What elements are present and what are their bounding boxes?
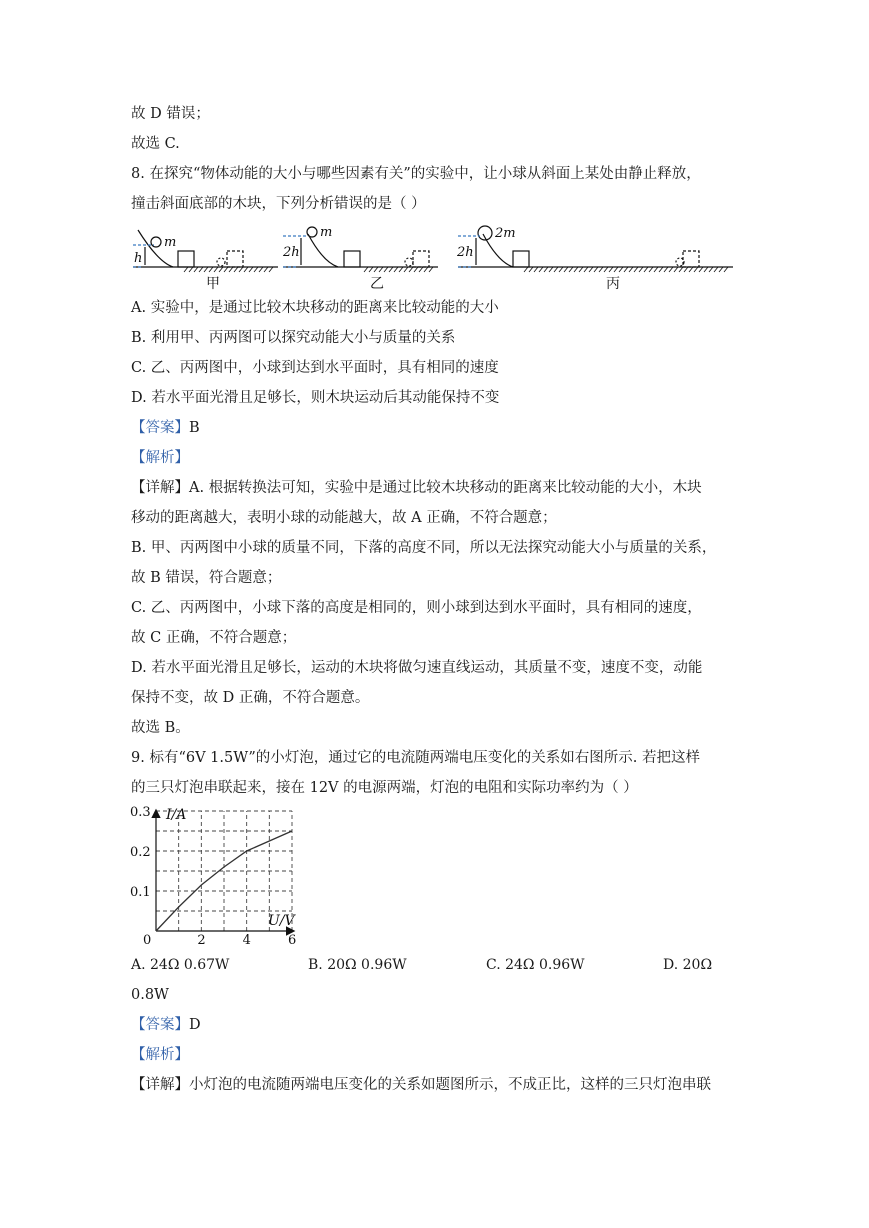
option-c: C. 24Ω 0.96W <box>486 957 585 973</box>
text-line: 故 D 错误； <box>131 106 210 122</box>
y-tick-label: 0.1 <box>130 885 151 900</box>
panel-label-bing: 丙 <box>606 276 620 292</box>
label-mass: m <box>320 225 333 240</box>
detail-8 <box>131 478 702 498</box>
question-8-stem: 8. 在探究“物体动能的大小与哪些因素有关”的实验中，让小球从斜面上某处由静止释放， <box>131 166 701 182</box>
answer-value: D <box>189 1017 201 1033</box>
panel-label-jia: 甲 <box>206 276 220 292</box>
x-tick-label: 4 <box>242 933 251 948</box>
label-height: h <box>134 251 143 266</box>
panel-jia <box>133 230 243 267</box>
text-line: 故 C 正确，不符合题意； <box>131 630 297 646</box>
x-tick-label: 2 <box>197 933 206 948</box>
answer-value: B <box>189 420 200 436</box>
x-tick-label: 6 <box>288 933 297 948</box>
label-mass: 2m <box>495 226 516 241</box>
text-line: 故 B 错误，符合题意； <box>131 570 282 586</box>
answer-9 <box>131 1015 201 1035</box>
origin-label: 0 <box>143 933 152 948</box>
answer-tag: 【答案】 <box>131 1017 189 1033</box>
figure-q8 <box>128 222 738 292</box>
question-8-stem: 撞击斜面底部的木块，下列分析错误的是（ ） <box>131 196 426 212</box>
question-9-stem: 的三只灯泡串联起来，接在 12V 的电源两端，灯泡的电阻和实际功率约为（ ） <box>131 780 638 796</box>
panel-label-yi: 乙 <box>370 276 384 292</box>
panel-yi <box>283 227 429 267</box>
analysis-tag: 【解析】 <box>131 450 189 466</box>
detail-tag: 【详解】 <box>131 480 189 496</box>
analysis-tag: 【解析】 <box>131 1047 189 1063</box>
option-d: D. 20Ω <box>663 957 713 973</box>
answer-tag: 【答案】 <box>131 420 189 436</box>
option-b: B. 利用甲、丙两图可以探究动能大小与质量的关系 <box>131 330 456 346</box>
detail-text: 小灯泡的电流随两端电压变化的关系如题图所示，不成正比，这样的三只灯泡串联 <box>189 1077 711 1093</box>
detail-9 <box>131 1075 711 1095</box>
label-mass: m <box>164 235 177 250</box>
text-line: 移动的距离越大，表明小球的动能越大，故 A 正确，不符合题意； <box>131 510 557 526</box>
y-tick-label: 0.3 <box>130 805 151 820</box>
detail-tag: 【详解】 <box>131 1077 189 1093</box>
text-line: 故选 B。 <box>131 720 190 736</box>
option-b: B. 20Ω 0.96W <box>308 957 407 973</box>
option-d-cont: 0.8W <box>131 987 169 1003</box>
question-9-stem: 9. 标有“6V 1.5W”的小灯泡，通过它的电流随两端电压变化的关系如右图所示. 若把这样 <box>131 750 701 766</box>
x-axis-label: U/V <box>268 913 295 929</box>
label-height: 2h <box>457 245 474 260</box>
option-d: D. 若水平面光滑且足够长，则木块运动后其动能保持不变 <box>131 390 500 406</box>
text-line: 保持不变，故 D 正确，不符合题意。 <box>131 690 370 706</box>
y-axis-label: I/A <box>166 807 187 823</box>
detail-text: A. 根据转换法可知，实验中是通过比较木块移动的距离来比较动能的大小，木块 <box>189 480 702 496</box>
option-a: A. 24Ω 0.67W <box>131 957 230 973</box>
text-line: C. 乙、丙两图中，小球下落的高度是相同的，则小球到达到水平面时，具有相同的速度， <box>131 600 702 616</box>
text-line: D. 若水平面光滑且足够长，运动的木块将做匀速直线运动，其质量不变，速度不变，动能 <box>131 660 703 676</box>
answer-8 <box>131 418 200 438</box>
option-a: A. 实验中，是通过比较木块移动的距离来比较动能的大小 <box>131 300 499 316</box>
text-line: B. 甲、丙两图中小球的质量不同，下落的高度不同，所以无法探究动能大小与质量的关系， <box>131 540 717 556</box>
y-tick-label: 0.2 <box>130 845 151 860</box>
iu-chart <box>128 803 308 951</box>
text-line: 故选 C. <box>131 136 180 152</box>
label-height: 2h <box>283 245 300 260</box>
option-c: C. 乙、丙两图中，小球到达到水平面时，具有相同的速度 <box>131 360 499 376</box>
